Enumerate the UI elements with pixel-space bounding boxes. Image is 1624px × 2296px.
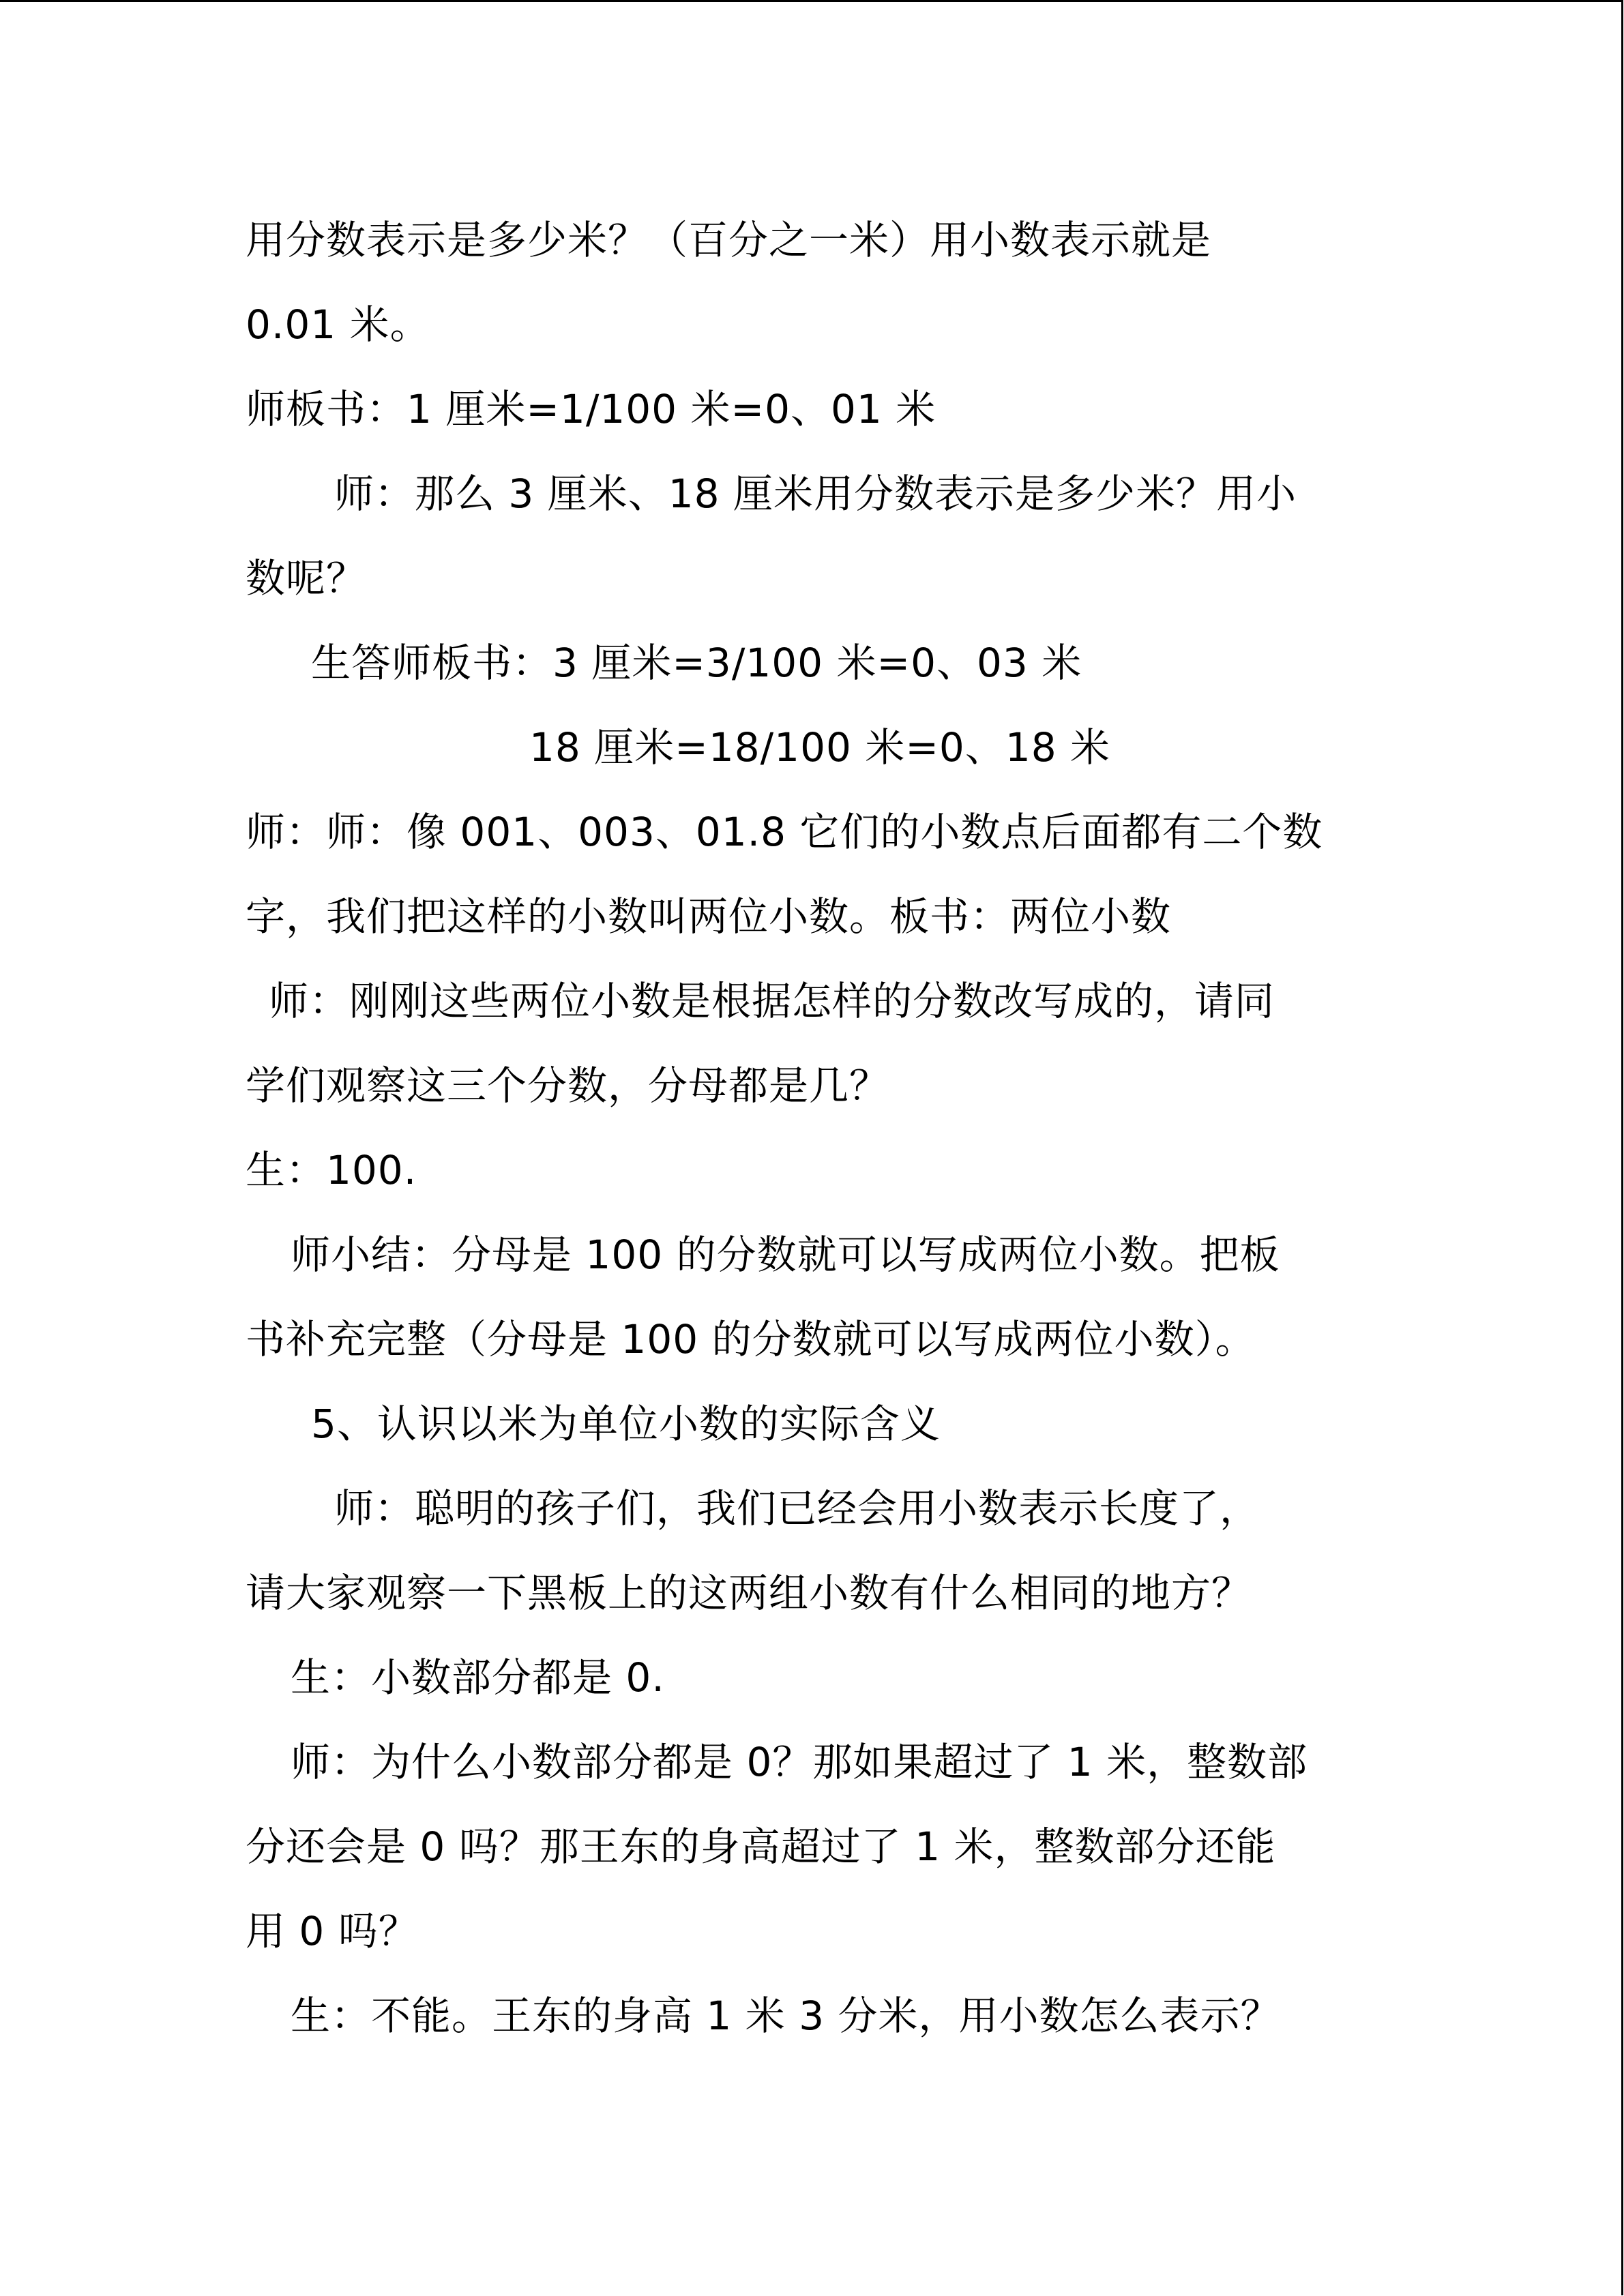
text-line: 师：师：像 001、003、01.8 它们的小数点后面都有二个数 (246, 809, 1323, 855)
text-line: 生：小数部分都是 0. (291, 1654, 665, 1701)
text-line: 数呢？ (246, 555, 367, 601)
text-line: 学们观察这三个分数，分母都是几？ (246, 1062, 890, 1109)
text-line: 生答师板书：3 厘米=3/100 米=0、03 米 (311, 640, 1082, 686)
text-line: 分还会是 0 吗？那王东的身高超过了 1 米，整数部分还能 (246, 1823, 1276, 1870)
text-line: 生：100. (246, 1147, 417, 1193)
text-line: 字，我们把这样的小数叫两位小数。板书：两位小数 (246, 893, 1172, 940)
text-line: 用分数表示是多少米？（百分之一米）用小数表示就是 (246, 217, 1212, 263)
text-line: 师小结：分母是 100 的分数就可以写成两位小数。把板 (291, 1232, 1280, 1278)
text-line: 请大家观察一下黑板上的这两组小数有什么相同的地方？ (246, 1570, 1252, 1616)
text-line: 用 0 吗？ (246, 1908, 419, 1954)
text-line: 0.01 米。 (246, 301, 430, 348)
text-line: 师：聪明的孩子们，我们已经会用小数表示长度了， (334, 1485, 1260, 1532)
text-line: 18 厘米=18/100 米=0、18 米 (529, 724, 1111, 771)
text-line: 师：为什么小数部分都是 0？那如果超过了 1 米，整数部 (291, 1739, 1308, 1785)
section-heading: 5、认识以米为单位小数的实际含义 (311, 1401, 941, 1447)
text-line: 书补充完整（分母是 100 的分数就可以写成两位小数）。 (246, 1316, 1256, 1362)
text-line: 生：不能。王东的身高 1 米 3 分米，用小数怎么表示？ (291, 1993, 1281, 2039)
text-line: 师：刚刚这些两位小数是根据怎样的分数改写成的，请同 (269, 978, 1275, 1024)
text-line: 师：那么 3 厘米、18 厘米用分数表示是多少米？用小 (334, 471, 1297, 517)
text-line: 师板书：1 厘米=1/100 米=0、01 米 (246, 386, 936, 432)
